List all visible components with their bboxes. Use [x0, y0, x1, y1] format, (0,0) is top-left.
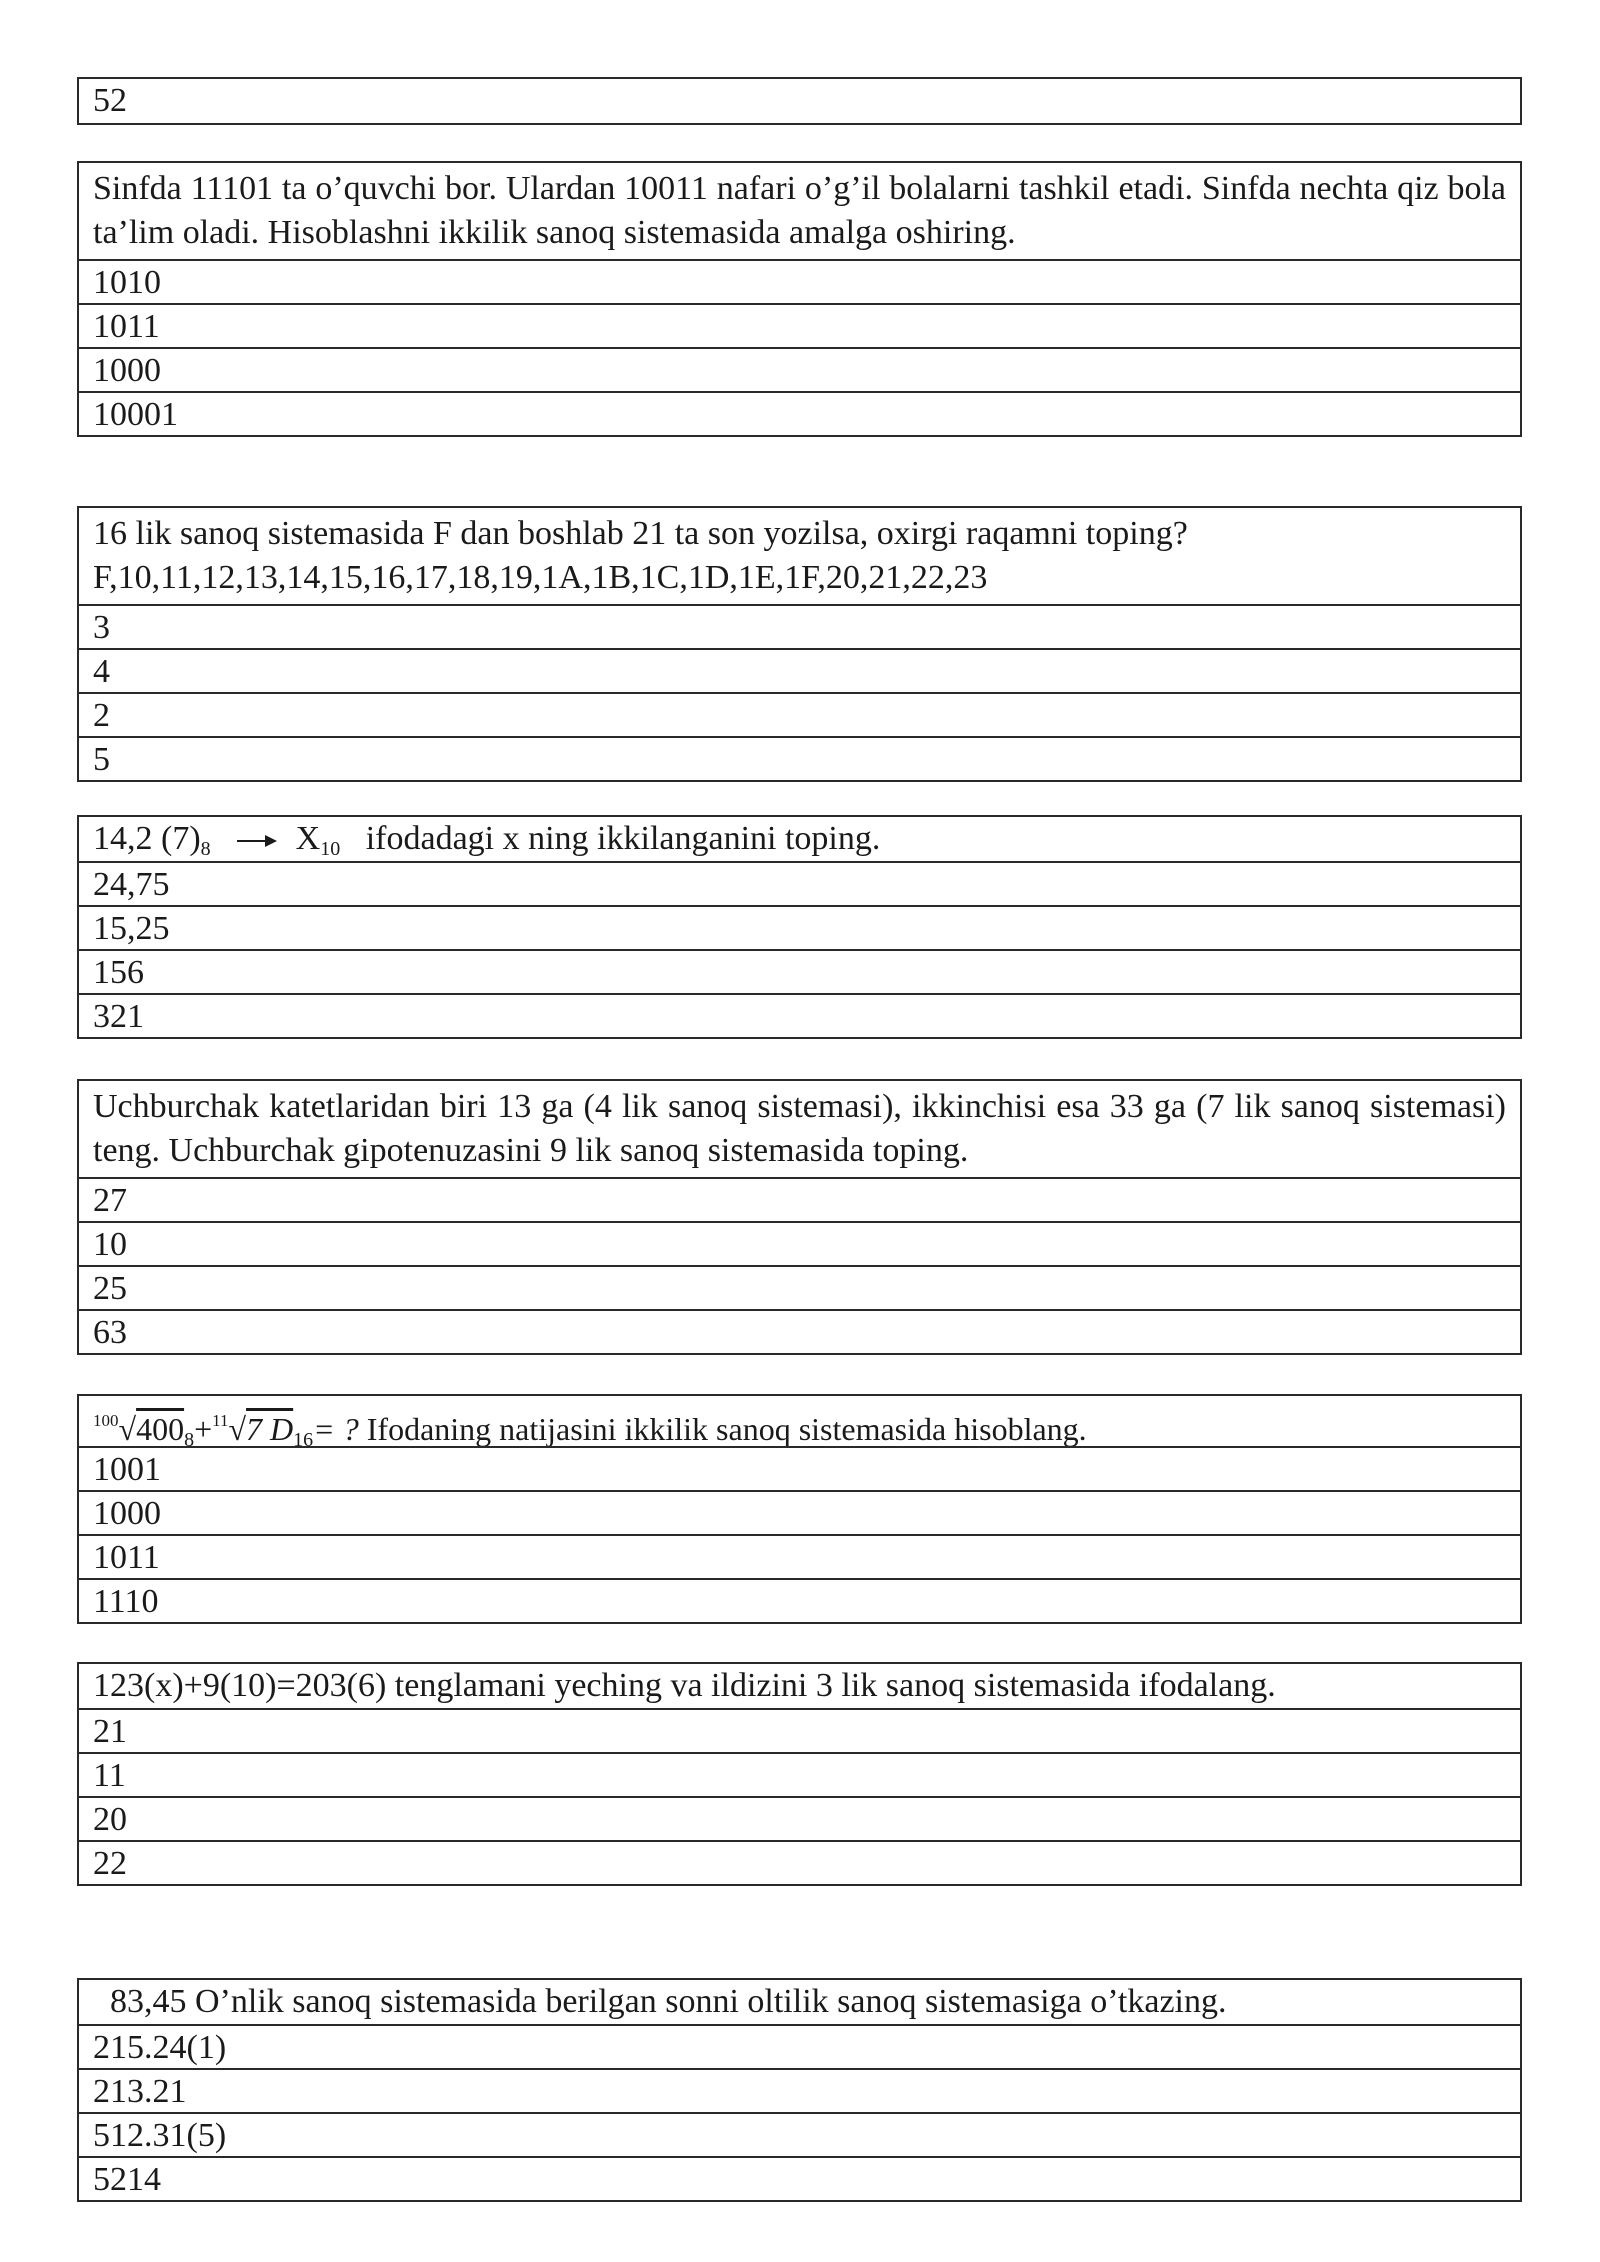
- question-block-5: [77, 1394, 1522, 1624]
- option-b[interactable]: 213.21: [79, 2068, 1520, 2112]
- option-c[interactable]: 156: [79, 949, 1520, 993]
- root-icon: √: [228, 1411, 247, 1446]
- question-block-1: [77, 161, 1522, 437]
- option-b[interactable]: 11: [79, 1752, 1520, 1796]
- option-c[interactable]: 1011: [79, 1534, 1520, 1578]
- question-text: [79, 508, 1520, 604]
- root1-base: 8: [184, 1429, 195, 1446]
- option-b[interactable]: 4: [79, 648, 1520, 692]
- question-block-3: [77, 815, 1522, 1039]
- root1-index: 100: [93, 1411, 119, 1430]
- answer-box-52: [77, 77, 1522, 125]
- expr-right: X: [295, 820, 321, 857]
- option-a[interactable]: 215.24(1): [79, 2024, 1520, 2068]
- root2-base: 16: [293, 1429, 314, 1446]
- option-c[interactable]: 2: [79, 692, 1520, 736]
- option-c[interactable]: 25: [79, 1265, 1520, 1309]
- answer-text: 52: [93, 82, 127, 119]
- option-c[interactable]: 512.31(5): [79, 2112, 1520, 2156]
- option-b[interactable]: 10: [79, 1221, 1520, 1265]
- root2-index: 11: [212, 1411, 229, 1430]
- root2-value: 7 D: [246, 1411, 294, 1446]
- option-d[interactable]: 10001: [79, 391, 1520, 435]
- question-tail: ifodadagi x ning ikkilanganini toping.: [365, 820, 881, 857]
- option-c[interactable]: 20: [79, 1796, 1520, 1840]
- question-text: Uchburchak katetlaridan biri 13 ga (4 lik sanoq sistemasi), ikkinchisi esa 33 ga (7 lik sanoq sistemasi) teng. Uchburchak gipotenuzasini 9 lik sanoq sistemasida toping.: [93, 1088, 1506, 1169]
- question-block-2: [77, 506, 1522, 782]
- arrow-right-icon: [237, 833, 277, 849]
- question-block-7: [77, 1978, 1522, 2202]
- option-d[interactable]: 63: [79, 1309, 1520, 1353]
- option-a[interactable]: 1001: [79, 1446, 1520, 1490]
- root1-value: 400: [136, 1411, 185, 1446]
- option-a[interactable]: 21: [79, 1708, 1520, 1752]
- question-text: [79, 817, 1520, 861]
- option-b[interactable]: 1000: [79, 1490, 1520, 1534]
- option-a[interactable]: 3: [79, 604, 1520, 648]
- question-text: 83,45 O’nlik sanoq sistemasida berilgan sonni oltilik sanoq sistemasiga o’tkazing.: [93, 1983, 1227, 2020]
- root-icon: √: [118, 1411, 137, 1446]
- equals-sign: = ?: [313, 1411, 359, 1446]
- option-c[interactable]: 1000: [79, 347, 1520, 391]
- expr-left: 14,2 (7): [93, 820, 201, 857]
- option-a[interactable]: 24,75: [79, 861, 1520, 905]
- question-text: [79, 1396, 1520, 1446]
- question-block-4: [77, 1079, 1522, 1355]
- question-block-6: [77, 1662, 1522, 1886]
- option-d[interactable]: 5: [79, 736, 1520, 780]
- option-b[interactable]: 1011: [79, 303, 1520, 347]
- question-text: Sinfda 11101 ta o’quvchi bor. Ulardan 10011 nafari o’g’il bolalarni tashkil etadi. Sinfda nechta qiz bola ta’lim oladi. Hisoblashni ikkilik sanoq sistemasida amalga oshiring.: [93, 170, 1506, 251]
- plus-sign: +: [194, 1411, 213, 1446]
- question-line-2: F,10,11,12,13,14,15,16,17,18,19,1A,1B,1C,1D,1E,1F,20,21,22,23: [93, 559, 988, 596]
- option-d[interactable]: 1110: [79, 1578, 1520, 1622]
- option-a[interactable]: 27: [79, 1177, 1520, 1221]
- option-d[interactable]: 321: [79, 993, 1520, 1037]
- question-line-1: 16 lik sanoq sistemasida F dan boshlab 21 ta son yozilsa, oxirgi raqamni toping?: [93, 515, 1188, 552]
- expr-left-base: 8: [200, 838, 211, 860]
- option-d[interactable]: 5214: [79, 2156, 1520, 2200]
- expr-right-base: 10: [320, 838, 341, 860]
- option-b[interactable]: 15,25: [79, 905, 1520, 949]
- option-d[interactable]: 22: [79, 1840, 1520, 1884]
- question-tail: Ifodaning natijasini ikkilik sanoq sistemasida hisoblang.: [366, 1411, 1087, 1446]
- option-a[interactable]: 1010: [79, 259, 1520, 303]
- question-text: 123(x)+9(10)=203(6) tenglamani yeching va ildizini 3 lik sanoq sistemasida ifodalang.: [93, 1667, 1276, 1704]
